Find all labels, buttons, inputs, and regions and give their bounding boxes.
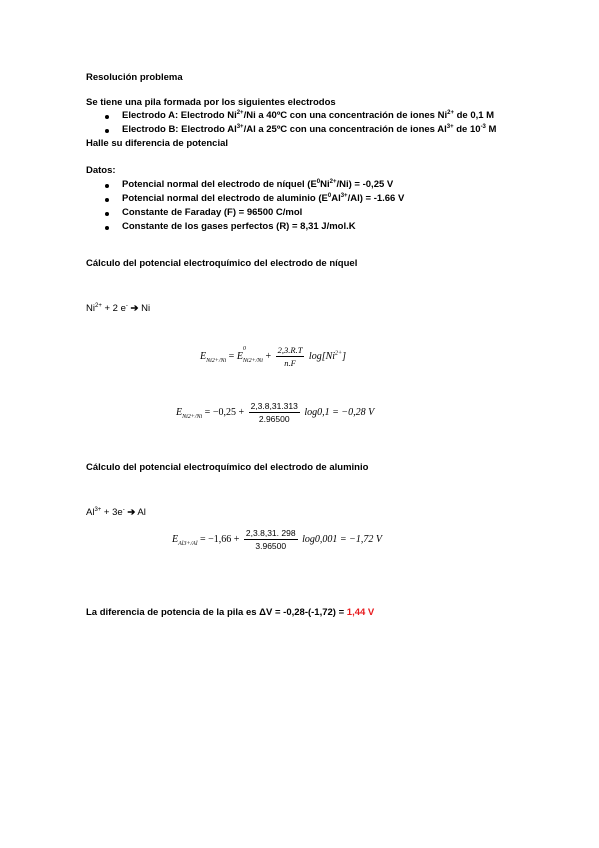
statement-intro: Se tiene una pila formada por los siguientes electrodos [86,97,336,108]
bullet-icon [105,184,109,188]
nickel-nernst-numeric: $E_{Ni2+/Ni} = -0,25$ + $\frac{2,3.8,31.313}{2.96500}$ log0,1 = −0,28 V [176,401,375,424]
dato-item: Potencial normal del electrodo de aluminio $(E^0Al^{3+}/Al) = -1.66$ V [122,192,405,204]
bullet-icon [105,198,109,202]
nickel-reaction: $Ni^{2+} + 2$ e- ➔ Ni [86,302,151,314]
bullet-icon [105,212,109,216]
aluminum-reaction: $Al^{3+} + 3e^-$ ➔ Al [86,506,146,518]
bullet-icon [105,115,109,119]
dato-item: Constante de los gases perfectos (R) = 8,31 J/mol.K [122,221,356,232]
result-line: La diferencia de potencia de la pila es ΔV = -0,28-(-1,72) = 1,44 V [86,607,375,618]
bullet-icon [105,129,109,133]
statement-question: Halle su diferencia de potencial [86,138,229,149]
fraction: $\frac{2,3.8,31. 298}{3.96500}$ [245,528,296,551]
fraction: $\frac{2,3.R.T}{n.F}$ [277,345,303,368]
page-title: Resolución problema [86,72,183,83]
arrow-right-icon: ➔ [130,303,139,314]
electrode-b: Electrodo B: Electrodo $Al^{3+}/Al$ a 25ºC con una concentración de iones $Al^{3+}$ de $10^{-3}$ M [122,123,497,135]
bullet-icon [105,226,109,230]
fraction: $\frac{2,3.8,31.313}{2.96500}$ [250,401,298,424]
dato-item: Constante de Faraday (F) = 96500 C/mol [122,207,303,218]
nickel-section-title: Cálculo del potencial electroquímico del electrodo de níquel [86,258,358,269]
datos-title: Datos: [86,165,116,176]
nickel-nernst-general: $E_{Ni2+/Ni} = E$ 0 $_{Ni2+/Ni}$ + $\frac{2,3.R.T}{n.F}$ $\log[Ni^{2+}]$ [200,345,347,368]
aluminum-nernst-numeric: $E_{Al3+/Al} = -1,66$ + $\frac{2,3.8,31. 298}{3.96500}$ log0,001 = −1,72 V [172,528,382,551]
dato-item: Potencial normal del electrodo de níquel $(E^0Ni^{2+}/Ni) = -0,25$ V [122,178,394,190]
electrode-a: Electrodo A: Electrodo $Ni^{2+}/Ni$ a 40ºC con una concentración de iones $Ni^{2+}$ de 0,1 M [122,109,495,121]
aluminum-section-title: Cálculo del potencial electroquímico del electrodo de aluminio [86,462,369,473]
arrow-right-icon: ➔ [127,507,136,518]
result-value: 1,44 V [346,607,375,618]
